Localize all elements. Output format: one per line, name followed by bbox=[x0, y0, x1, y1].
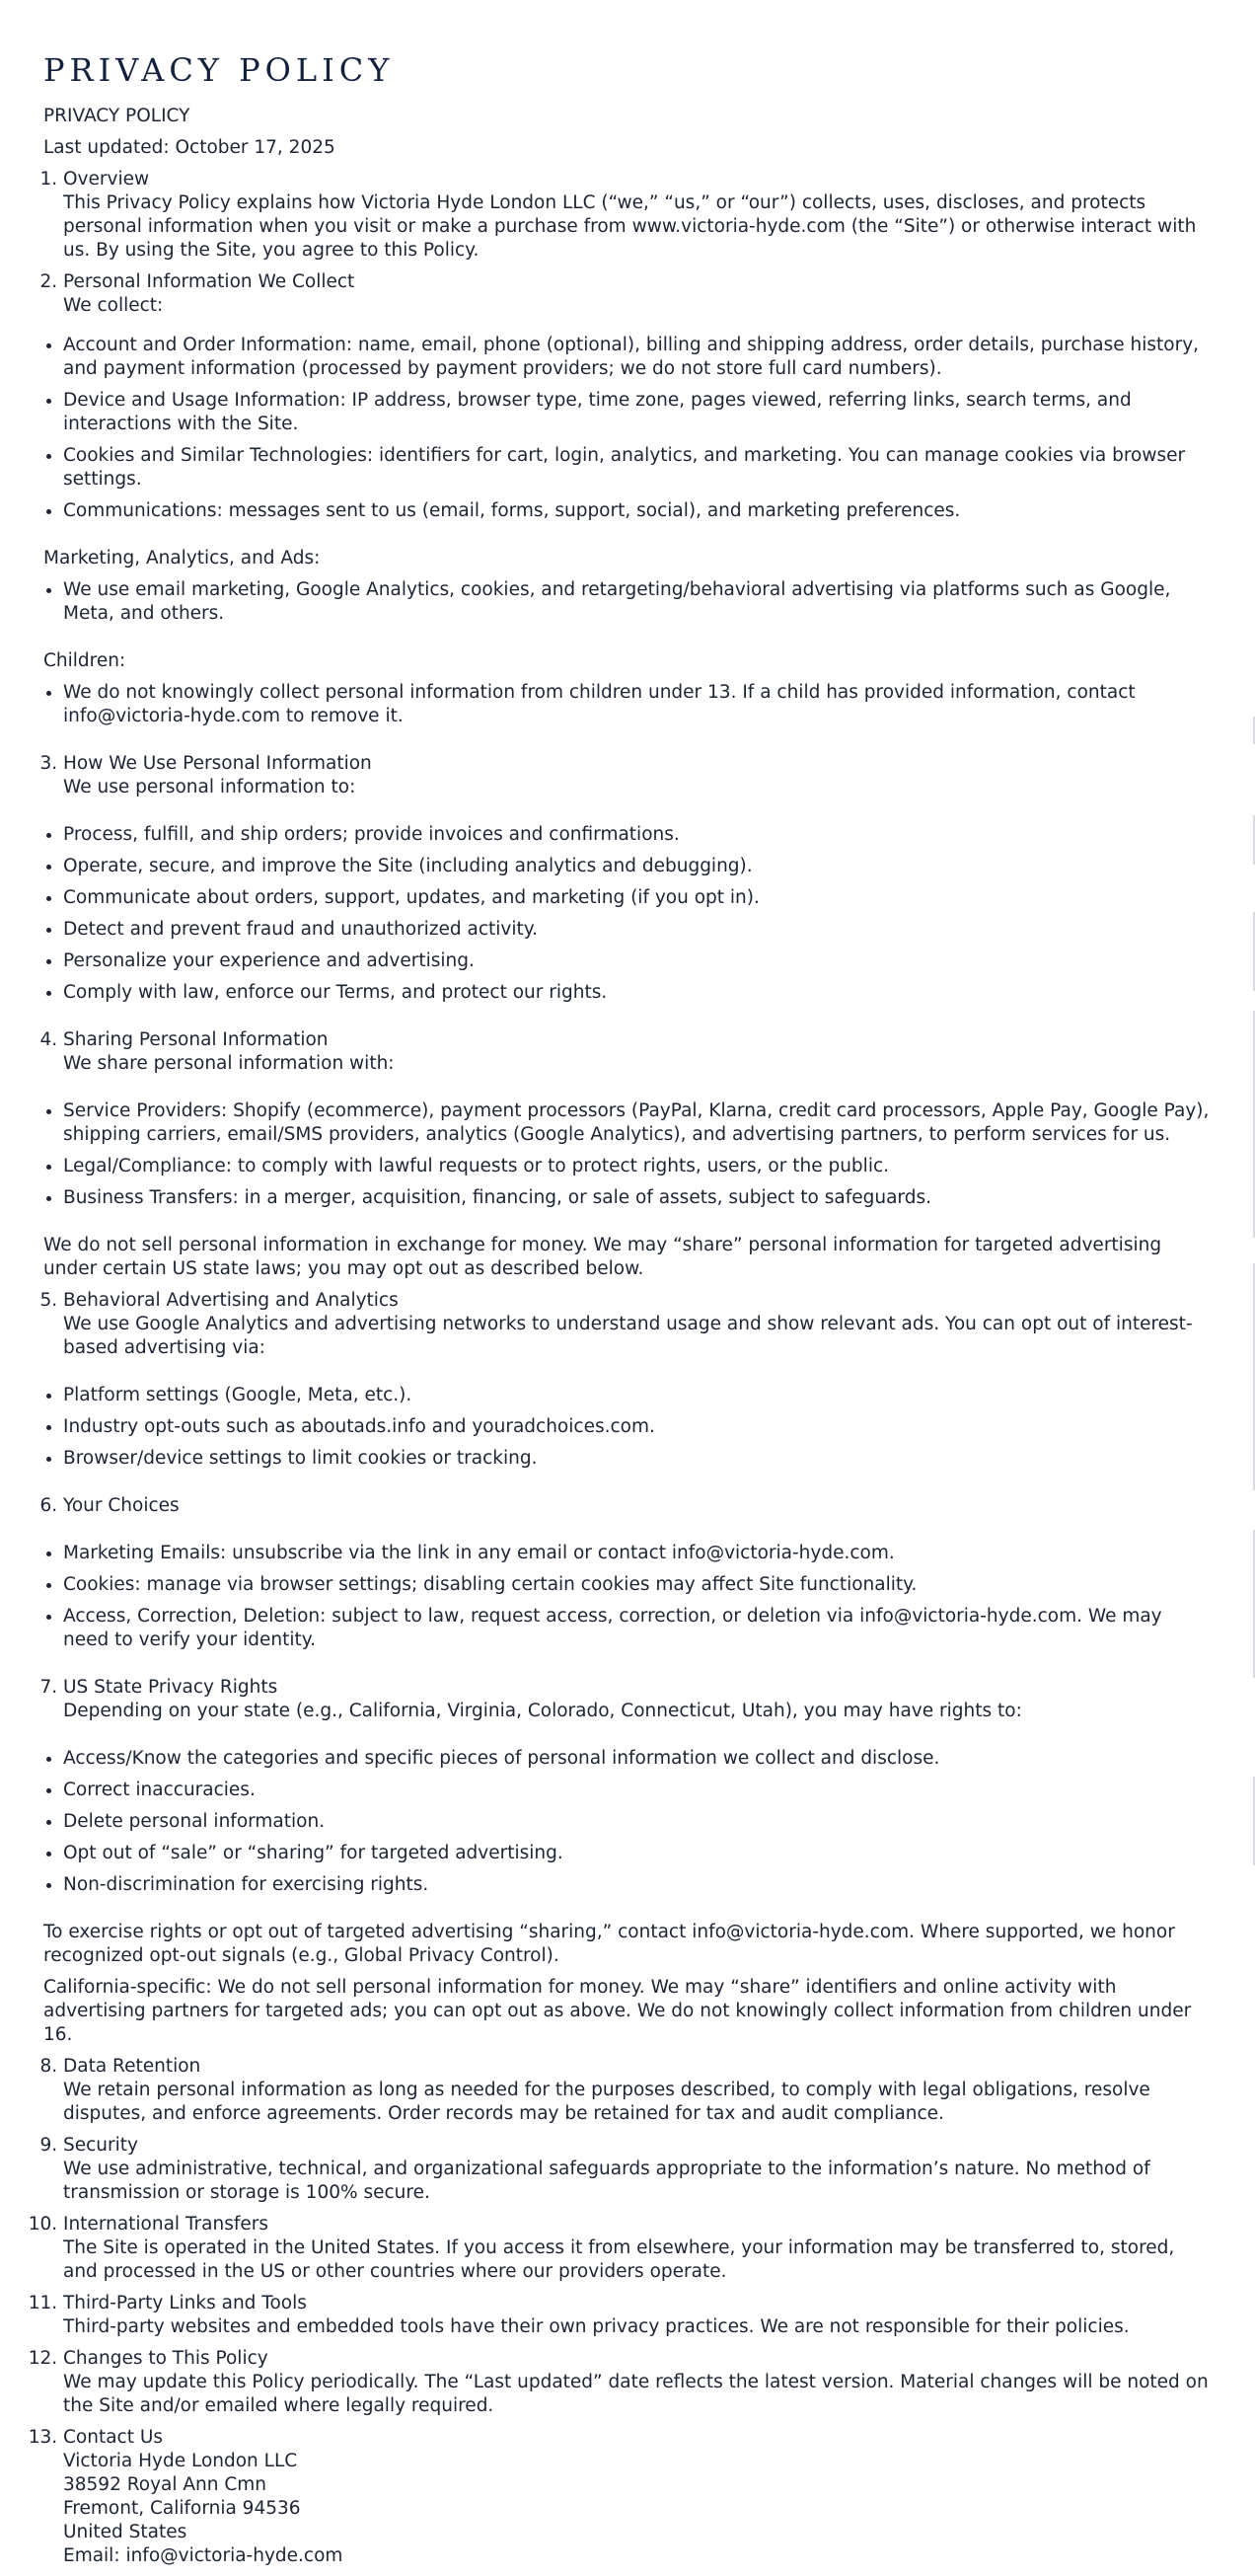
contact-city: Fremont, California 94536 bbox=[63, 2498, 301, 2519]
list-item: • Industry opt-outs such as aboutads.info and youradchoices.com. bbox=[63, 1415, 1213, 1439]
section-title: 10. International Transfers bbox=[63, 2214, 268, 2235]
section-third-party bbox=[63, 2292, 1213, 2339]
list-item: • Account and Order Information: name, email, phone (optional), billing and shipping address, order details, purchase history, and payment information (processed by payment providers; we do not store full card numbers). bbox=[63, 334, 1213, 381]
list-item: • Service Providers: Shopify (ecommerce), payment processors (PayPal, Klarna, credit card processors, Apple Pay, Google Pay), shipping carriers, email/SMS providers, analytics (Google Analytics), and advertising partners, to perform services for us. bbox=[63, 1099, 1213, 1147]
section-sharing bbox=[63, 1028, 1213, 1076]
page-title: PRIVACY POLICY bbox=[43, 51, 395, 89]
section-title: 12. Changes to This Policy bbox=[63, 2348, 268, 2369]
section-use-information bbox=[63, 752, 1213, 799]
section-changes bbox=[63, 2347, 1213, 2418]
section-contact bbox=[63, 2426, 1213, 2568]
list-item: • Communicate about orders, support, updates, and marketing (if you opt in). bbox=[63, 886, 1213, 910]
contact-company: Victoria Hyde London LLC bbox=[63, 2451, 298, 2471]
section-body: Depending on your state (e.g., California, Virginia, Colorado, Connecticut, Utah), you may have rights to: bbox=[63, 1701, 1022, 1721]
list-item: • Access, Correction, Deletion: subject to law, request access, correction, or deletion via info@victoria-hyde.com. We may need to verify your identity. bbox=[63, 1605, 1213, 1652]
list-item: • Marketing Emails: unsubscribe via the link in any email or contact info@victoria-hyde.com. bbox=[63, 1542, 1213, 1565]
california-note: California-specific: We do not sell personal information for money. We may “share” identifiers and online activity with advertising partners for targeted ads; you can opt out as above. We do not knowingly collect information from children under 16. bbox=[43, 1977, 1192, 2045]
sections-list-4 bbox=[43, 1028, 1213, 1076]
section-title: 11. Third-Party Links and Tools bbox=[63, 2293, 307, 2313]
section-body: Third-party websites and embedded tools have their own privacy practices. We are not responsible for their policies. bbox=[63, 2316, 1130, 2337]
last-updated: Last updated: October 17, 2025 bbox=[43, 137, 335, 158]
marketing-heading: Marketing, Analytics, and Ads: bbox=[43, 548, 321, 568]
section-personal-information bbox=[63, 270, 1213, 318]
sharing-list bbox=[43, 1099, 1213, 1210]
section-title: 8. Data Retention bbox=[63, 2056, 201, 2077]
section-title: 7. US State Privacy Rights bbox=[63, 1677, 278, 1698]
section-body: We retain personal information as long as needed for the purposes described, to comply with legal obligations, resolve disputes, and enforce agreements. Order records may be retained for tax and audit compliance. bbox=[63, 2080, 1150, 2124]
section-body: We use personal information to: bbox=[63, 777, 356, 797]
sections-list-3 bbox=[43, 752, 1213, 799]
section-data-retention bbox=[63, 2055, 1213, 2126]
section-title: 5. Behavioral Advertising and Analytics bbox=[63, 1290, 399, 1311]
section-your-choices bbox=[63, 1494, 1213, 1518]
section-body: The Site is operated in the United States. If you access it from elsewhere, your information may be transferred to, stored, and processed in the US or other countries where our providers operate. bbox=[63, 2237, 1175, 2282]
list-item: • Detect and prevent fraud and unauthorized activity. bbox=[63, 918, 1213, 942]
section-title: 4. Sharing Personal Information bbox=[63, 1029, 329, 1050]
section-body: We use Google Analytics and advertising networks to understand usage and show relevant ads. You can opt out of interest-based advertising via: bbox=[63, 1314, 1193, 1358]
sections-list-6 bbox=[43, 1494, 1213, 1518]
list-item: • Process, fulfill, and ship orders; provide invoices and confirmations. bbox=[63, 823, 1213, 847]
list-item: • Legal/Compliance: to comply with lawful requests or to protect rights, users, or the public. bbox=[63, 1155, 1213, 1178]
section-state-rights bbox=[63, 1676, 1213, 1723]
section-title: 13. Contact Us bbox=[63, 2427, 164, 2448]
choices-list bbox=[43, 1542, 1213, 1652]
collect-list bbox=[43, 334, 1213, 523]
section-security bbox=[63, 2134, 1213, 2205]
section-body: We may update this Policy periodically. The “Last updated” date reflects the latest version. Material changes will be noted on the Site and/or emailed where legally required. bbox=[63, 2372, 1209, 2416]
section-body: We share personal information with: bbox=[63, 1053, 395, 1074]
list-item: • Delete personal information. bbox=[63, 1810, 1213, 1834]
sections-list-1 bbox=[43, 168, 1213, 318]
list-item: • Communications: messages sent to us (email, forms, support, social), and marketing preferences. bbox=[63, 499, 1213, 523]
sections-list-5 bbox=[43, 1289, 1213, 1360]
section-title: 3. How We Use Personal Information bbox=[63, 753, 372, 774]
rights-note: To exercise rights or opt out of targeted advertising “sharing,” contact info@victoria-hyde.com. Where supported, we honor recognized opt-out signals (e.g., Global Privacy Control). bbox=[43, 1922, 1175, 1966]
section-body: We use administrative, technical, and organizational safeguards appropriate to the information’s nature. No method of transmission or storage is 100% secure. bbox=[63, 2159, 1150, 2203]
list-item: • Comply with law, enforce our Terms, and protect our rights. bbox=[63, 981, 1213, 1005]
section-behavioral-advertising bbox=[63, 1289, 1213, 1360]
section-body: This Privacy Policy explains how Victoria Hyde London LLC (“we,” “us,” or “our”) collects, uses, discloses, and protects personal information when you visit or make a purchase from www.victoria-hyde.com (the “Site”) or otherwise interact with us. By using the Site, you agree to this Policy. bbox=[63, 192, 1197, 261]
children-heading: Children: bbox=[43, 650, 126, 671]
list-item: • Correct inaccuracies. bbox=[63, 1779, 1213, 1802]
list-item: • Personalize your experience and advertising. bbox=[63, 949, 1213, 973]
list-item: • Opt out of “sale” or “sharing” for targeted advertising. bbox=[63, 1842, 1213, 1865]
sections-list-8 bbox=[43, 2055, 1213, 2568]
contact-email[interactable]: Email: info@victoria-hyde.com bbox=[63, 2545, 343, 2566]
sharing-note: We do not sell personal information in exchange for money. We may “share” personal information for targeted advertising under certain US state laws; you may opt out as described below. bbox=[43, 1235, 1162, 1279]
section-title: 2. Personal Information We Collect bbox=[63, 271, 355, 292]
list-item: • Browser/device settings to limit cookies or tracking. bbox=[63, 1447, 1213, 1471]
contact-country: United States bbox=[63, 2522, 187, 2542]
section-title: 9. Security bbox=[63, 2135, 138, 2156]
list-item: • Platform settings (Google, Meta, etc.). bbox=[63, 1384, 1213, 1407]
rights-list bbox=[43, 1747, 1213, 1897]
section-title: 6. Your Choices bbox=[63, 1495, 180, 1516]
section-international-transfers bbox=[63, 2213, 1213, 2284]
list-item: • We use email marketing, Google Analytics, cookies, and retargeting/behavioral advertising via platforms such as Google, Meta, and others. bbox=[63, 578, 1213, 626]
children-list bbox=[43, 681, 1213, 728]
list-item: • Non-discrimination for exercising rights. bbox=[63, 1873, 1213, 1897]
list-item: • Cookies and Similar Technologies: identifiers for cart, login, analytics, and marketing. You can manage cookies via browser settings. bbox=[63, 444, 1213, 492]
sections-list-7 bbox=[43, 1676, 1213, 1723]
list-item: • Device and Usage Information: IP address, browser type, time zone, pages viewed, referring links, search terms, and interactions with the Site. bbox=[63, 389, 1213, 436]
section-body: We collect: bbox=[63, 295, 164, 316]
section-overview bbox=[63, 168, 1213, 263]
list-item: • Cookies: manage via browser settings; disabling certain cookies may affect Site functionality. bbox=[63, 1573, 1213, 1597]
policy-subtitle: PRIVACY POLICY bbox=[43, 106, 190, 126]
marketing-list bbox=[43, 578, 1213, 626]
use-list bbox=[43, 823, 1213, 1005]
section-title: 1. Overview bbox=[63, 169, 150, 189]
list-item: • Access/Know the categories and specific pieces of personal information we collect and disclose. bbox=[63, 1747, 1213, 1771]
policy-page bbox=[43, 51, 1213, 2576]
list-item: • We do not knowingly collect personal information from children under 13. If a child has provided information, contact info@victoria-hyde.com to remove it. bbox=[63, 681, 1213, 728]
contact-street: 38592 Royal Ann Cmn bbox=[63, 2474, 267, 2495]
optout-list bbox=[43, 1384, 1213, 1471]
list-item: • Business Transfers: in a merger, acquisition, financing, or sale of assets, subject to safeguards. bbox=[63, 1186, 1213, 1210]
list-item: • Operate, secure, and improve the Site (including analytics and debugging). bbox=[63, 855, 1213, 878]
